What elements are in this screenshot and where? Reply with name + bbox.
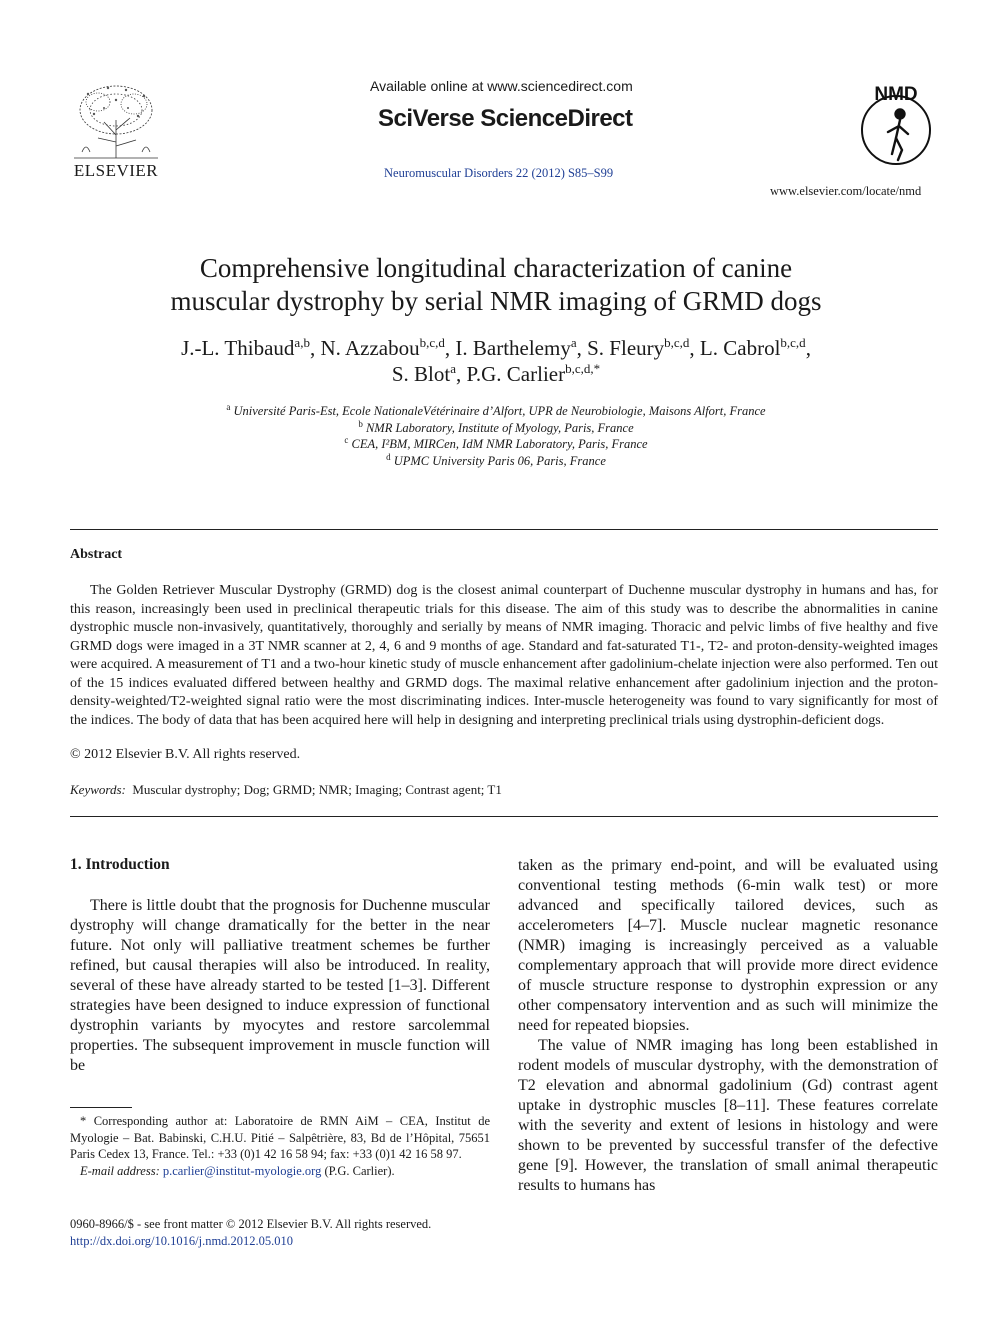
journal-url[interactable]: www.elsevier.com/locate/nmd [770, 184, 922, 198]
issn-line: 0960-8966/$ - see front matter © 2012 Elsevier B.V. All rights reserved. [70, 1217, 432, 1231]
author-name: N. Azzabou [320, 336, 420, 360]
affiliation-item: $^a$ Université Paris-Est, Ecole NationaleVétérinaire d’Alfort, UPR de Neurobiologie, Maisons Alfort, France [226, 402, 766, 418]
author-name: I. Barthelemy [455, 336, 571, 360]
author-affil-mark[interactable]: b,c,d,* [565, 361, 601, 376]
publisher-name: ELSEVIER [73, 161, 159, 180]
journal-citation[interactable]: Neuromuscular Disorders 22 (2012) S85–S99 [384, 166, 614, 180]
title-line-1: Comprehensive longitudinal characterization of canine [199, 253, 793, 283]
available-online-text: Available online at www.sciencedirect.com [370, 78, 633, 94]
author-affil-mark[interactable]: a [570, 335, 577, 350]
platform-name: SciVerse ScienceDirect [378, 105, 633, 132]
article-title [96, 252, 896, 318]
abstract-heading: Abstract [70, 547, 123, 562]
email-link[interactable]: p.carlier@institut-myologie.org [162, 1163, 322, 1178]
copyright: © 2012 Elsevier B.V. All rights reserved. [70, 747, 301, 762]
abstract-text: The Golden Retriever Muscular Dystrophy (GRMD) dog is the closest animal counterpart of Duchenne muscular dystrophy in humans and has, for this reason, increasingly been used in preclinical therapeutic trials for this disease. The aim of this study was to describe the abnormalities in canine dystrophic muscle non-invasively, quantitatively, thoroughly and serially by means of NMR imaging. Thoracic and pelvic limbs of five healthy and five GRMD dogs were imaged in a 3T NMR scanner at 2, 4, 6 and 9 months of age. Standard and fat-saturated T1-, T2- and proton-density-weighted images were acquired. A measurement of T1 and a two-hour kinetic study of muscle enhancement after gadolinium-chelate injection were also performed. Ten out of the 15 indices evaluated differed between healthy and GRMD dogs. The maximal relative enhancement after gadolinium injection and the proton-density-weighted/T2-weighted signal ratio were the most discriminating indices. Inter-muscle heterogeneity was found to vary significantly for most of the indices. The body of data that has been acquired here will help in designing and interpreting preclinical trials using dystrophin-deficient dogs. [70, 583, 938, 728]
author-list: J.-L. Thibaud$^{a,b}$, N. Azzabou$^{b,c,d}$, I. Barthelemy$^a$, S. Fleury$^{b,c,d}$, L. Cabrol$^{b,c,d}$, S. Blot$^a$, P.G. Carlier$^{b,c,d,*}$ [181, 335, 811, 386]
nmd-logo-text: NMD [874, 84, 918, 105]
email-owner: (P.G. Carlier). [324, 1163, 395, 1178]
author-name: L. Cabrol [699, 336, 781, 360]
author-name: S. Fleury [587, 336, 665, 360]
author-name: J.-L. Thibaud [181, 336, 295, 360]
title-line-2: muscular dystrophy by serial NMR imaging of GRMD dogs [170, 286, 822, 316]
paragraph: The value of NMR imaging has long been established in rodent models of muscular dystrophy, with the demonstration of T2 elevation and abnormal gadolinium (Gd) contrast agent uptake in dystrophic muscles [8–11]. These features correlate with the severity and extent of lesions in histology and were shown to be prevented by successful transfer of the defective gene [9]. However, the translation of small animal therapeutic results to humans has [518, 1037, 938, 1194]
nmd-journal-logo-icon [852, 80, 940, 172]
doi-link[interactable]: http://dx.doi.org/10.1016/j.nmd.2012.05.010 [70, 1233, 294, 1248]
affiliations [96, 403, 896, 469]
affiliation-item: $^b$ NMR Laboratory, Institute of Myology, Paris, France [358, 418, 634, 435]
footnote-text: * Corresponding author at: Laboratoire de RMN AiM – CEA, Institut de Myologie – Bat. Babinski, C.H.U. Pitié – Salpêtrière, 83, Bd de l’Hôpital, 75651 Paris Cedex 13, France. Tel.: +33 (0)1 42 16 58 94; fax: +33 (0)1 42 16 58 97. [70, 1114, 490, 1161]
abstract-body [70, 582, 938, 730]
author-name: S. Blot [391, 362, 451, 386]
affiliation-item: $^c$ CEA, I²BM, MIRCen, IdM NMR Laboratory, Paris, France [344, 435, 648, 451]
divider [70, 529, 938, 530]
author-affil-mark[interactable]: b,c,d [664, 335, 690, 350]
author-name: P.G. Carlier [466, 362, 566, 386]
left-column [70, 896, 490, 1076]
paragraph: There is little doubt that the prognosis for Duchenne muscular dystrophy will change dramatically for the better in the near future. Not only will palliative treatment schemes be further refined, but causal therapies will also be introduced. In reality, several of these have already started to be tested [1–3]. Different strategies have been designed to induce expression of functional dystrophin variants by myocytes and restore sarcolemmal properties. The subsequent improvement in muscle function will be [70, 897, 490, 1074]
keywords-label: Keywords: [70, 782, 126, 797]
author-affil-mark[interactable]: a,b [294, 335, 310, 350]
affiliation-item: $^d$ UPMC University Paris 06, Paris, France [386, 451, 606, 468]
keywords-text: Muscular dystrophy; Dog; GRMD; NMR; Imaging; Contrast agent; T1 [132, 782, 502, 797]
footnote-divider [70, 1107, 132, 1108]
footnote [70, 1113, 490, 1179]
issn-block [70, 1216, 431, 1249]
section-heading: 1. Introduction [70, 856, 170, 873]
author-affil-mark[interactable]: a [450, 361, 457, 376]
keywords [70, 782, 502, 798]
divider [70, 816, 938, 817]
author-affil-mark[interactable]: b,c,d [780, 335, 806, 350]
email-label: E-mail address: [80, 1163, 160, 1178]
author-affil-mark[interactable]: b,c,d [419, 335, 445, 350]
paragraph: taken as the primary end-point, and will be evaluated using conventional testing methods (6-min walk test) or more advanced and specifically tailored devices, such as accelerometers [4–7]. Muscle nuclear magnetic resonance (NMR) imaging is increasingly perceived as a valuable complementary approach that will provide more direct evidence of muscle structure response to dystrophin expression or any other compensatory intervention and as such will minimize the need for repeated biopsies. [518, 857, 938, 1034]
right-column [518, 856, 938, 1196]
elsevier-tree-icon [68, 80, 164, 160]
